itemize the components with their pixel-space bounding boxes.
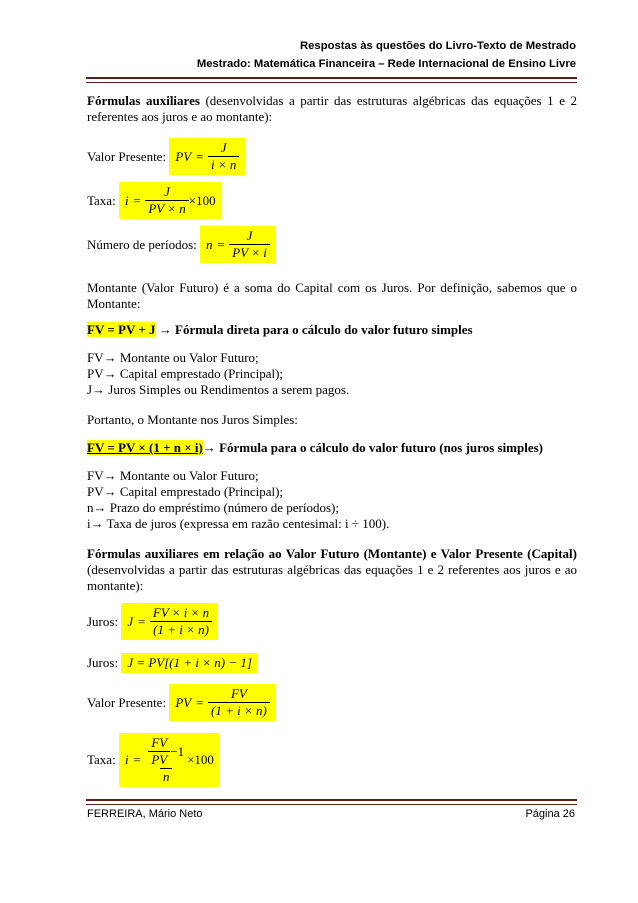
list-item: FV→ Montante ou Valor Futuro; [87, 350, 259, 365]
formula-valor-presente [87, 138, 245, 175]
formula-label: Taxa: [87, 192, 116, 208]
fraction [150, 605, 212, 638]
denominator: PV × n [145, 200, 188, 217]
minus-one: −1 [170, 743, 185, 759]
formula-fv-line [87, 322, 577, 338]
formula-box: n = $\frac{J}{PV \times i}$ [200, 226, 276, 263]
formula-numero-periodos [87, 226, 276, 263]
formula-lhs: i [124, 192, 129, 208]
header-subtitle: Mestrado: Matemática Financeira – Rede Internacional de Ensino Livre [196, 58, 576, 70]
formula-lhs: PV [175, 694, 192, 710]
fraction [145, 184, 188, 217]
formula-fv-highlight: FV = PV + J [87, 322, 156, 337]
denominator: n [160, 768, 173, 785]
formula-fv2-highlight: FV = PV × (1 + n × i) [87, 440, 203, 455]
numerator: FV × i × n [152, 605, 210, 620]
footer-page-number: Página 26 [525, 808, 575, 820]
formula-box: PV = $\frac{FV}{(1 + i \times n)}$ [169, 684, 276, 721]
denominator: (1 + i × n) [150, 621, 212, 638]
formula-valor-presente-2 [87, 684, 276, 721]
definitions-list-1 [87, 350, 577, 398]
intro-paragraph [87, 93, 577, 125]
formula-lhs: J [127, 613, 134, 629]
list-item: FV→ Montante ou Valor Futuro; [87, 468, 259, 483]
fraction [208, 140, 239, 173]
denominator: (1 + i × n) [208, 702, 270, 719]
fraction [208, 686, 270, 719]
formula-label: Juros: [87, 655, 119, 670]
outer-fraction [145, 735, 187, 785]
formula-lhs: i [124, 752, 129, 767]
inner-denominator: PV [148, 751, 170, 768]
numerator: J [220, 140, 227, 155]
inner-numerator: FV [151, 735, 168, 750]
formula-label: Taxa: [87, 752, 116, 767]
list-item: i→ Taxa de juros (expressa em razão centesimal: i ÷ 100). [87, 516, 390, 531]
fraction [229, 228, 270, 261]
formula-juros-2 [87, 653, 258, 673]
aux2-bold: Fórmulas auxiliares em relação ao Valor Futuro (Montante) e Valor Presente (Capital) [87, 546, 577, 561]
formula-label: Número de períodos: [87, 236, 197, 252]
header-rule [86, 77, 577, 83]
portanto-paragraph: Portanto, o Montante nos Juros Simples: [87, 412, 298, 427]
header-title: Respostas às questões do Livro-Texto de Mestrado [299, 40, 576, 52]
formula-fv2-desc: → Fórmula para o cálculo do valor futuro (nos juros simples) [202, 440, 544, 455]
formula-label: Juros: [87, 613, 119, 629]
formula-box: J = PV[(1 + i × n) − 1] [121, 653, 258, 673]
numerator: J [164, 184, 170, 199]
formula-label: Valor Presente: [87, 694, 167, 710]
formula-box: J = $\frac{FV \times i \times n}{(1 + i \times n)}$ [121, 603, 218, 640]
formula-lhs: PV [175, 148, 192, 164]
formula-box: PV = $\frac{J}{i \times n}$ [169, 138, 245, 175]
intro-bold: Fórmulas auxiliares [87, 93, 200, 108]
formula-juros-1 [87, 603, 218, 640]
formula-tail: ×100 [188, 192, 216, 208]
numerator: J [246, 228, 253, 243]
intro-rest: (desenvolvidas a partir das estruturas algébricas das equações 1 e 2 referentes aos juros e ao montante): [87, 93, 577, 124]
list-item: PV→ Capital emprestado (Principal); [87, 484, 284, 499]
montante-paragraph: Montante (Valor Futuro) é a soma do Capital com os Juros. Por definição, sabemos que o Montante: [87, 280, 577, 311]
list-item: n→ Prazo do empréstimo (número de períodos); [87, 500, 339, 515]
formula-box: i = $\frac{FV}{PV}$ −1 n ×100 [119, 733, 220, 787]
aux2-rest: (desenvolvidas a partir das estruturas algébricas das equações 1 e 2 referentes aos juros e ao montante): [87, 562, 577, 593]
formula-box: i = $\frac{J}{PV \times n}$ ×100 [119, 182, 222, 219]
denominator: PV × i [229, 244, 270, 261]
formula-fv-desc: → Fórmula direta para o cálculo do valor futuro simples [155, 322, 473, 337]
footer-rule [86, 799, 577, 805]
aux2-paragraph [87, 546, 577, 594]
formula-fv2-line [87, 440, 577, 456]
inner-fraction [148, 735, 170, 768]
formula-taxa [87, 182, 222, 219]
list-item: PV→ Capital emprestado (Principal); [87, 366, 284, 381]
footer-author: FERREIRA, Mário Neto [87, 808, 203, 820]
list-item: J→ Juros Simples ou Rendimentos a serem pagos. [87, 382, 350, 397]
formula-lhs: n [206, 236, 213, 252]
formula-label: Valor Presente: [87, 148, 167, 164]
numerator: FV [230, 686, 247, 701]
definitions-list-2 [87, 468, 577, 532]
formula-taxa-2 [87, 733, 220, 787]
numerator [145, 735, 187, 768]
formula-tail: ×100 [187, 752, 214, 767]
denominator: i × n [208, 156, 239, 173]
